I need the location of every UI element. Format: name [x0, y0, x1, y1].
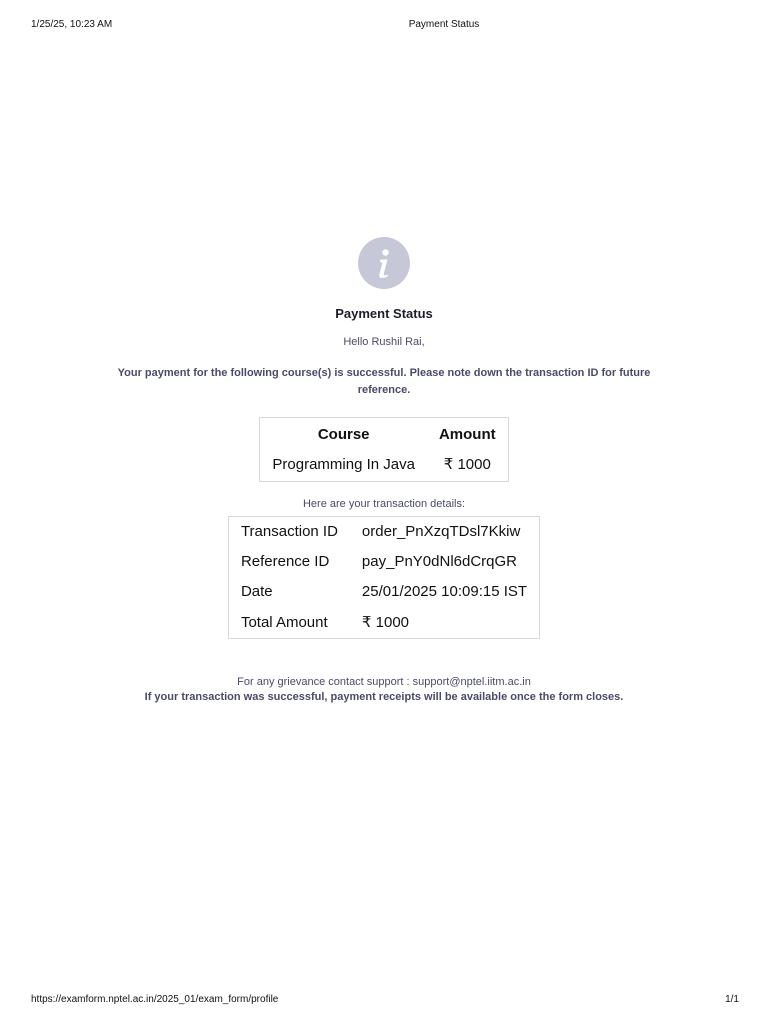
- print-page-number: 1/1: [725, 994, 739, 1005]
- print-footer: [0, 994, 768, 1008]
- course-column-header: Course: [317, 426, 370, 443]
- transaction-id-label: Transaction ID: [240, 523, 338, 540]
- success-message: Your payment for the following course(s) is successful. Please note down the transaction ID for future reference.: [117, 367, 651, 396]
- total-amount-label: Total Amount: [240, 613, 328, 631]
- print-header: [0, 19, 768, 33]
- info-icon: [358, 237, 410, 289]
- table-row: [229, 517, 539, 547]
- course-name-cell: Programming In Java: [272, 455, 415, 473]
- transaction-details-table: [228, 516, 540, 639]
- date-value: 25/01/2025 10:09:15 IST: [361, 583, 528, 600]
- greeting-text: Hello Rushil Rai,: [343, 336, 425, 348]
- course-amount-cell: ₹ 1000: [443, 456, 491, 473]
- receipt-availability-note: If your transaction was successful, payment receipts will be available once the form closes.: [144, 691, 624, 703]
- print-page-title: Payment Status: [408, 19, 480, 30]
- course-table-header-row: [260, 418, 507, 449]
- amount-column-header: Amount: [438, 426, 496, 443]
- grievance-contact-text: For any grievance contact support : support@nptel.iitm.ac.in: [237, 676, 531, 688]
- course-table: [259, 417, 508, 482]
- print-page-url: https://examform.nptel.ac.in/2025_01/exam_form/profile: [31, 994, 279, 1005]
- table-row: [229, 577, 539, 607]
- total-amount-value: ₹ 1000: [361, 614, 410, 631]
- reference-id-label: Reference ID: [240, 553, 330, 570]
- table-row: [229, 547, 539, 577]
- table-row: [260, 449, 507, 481]
- date-label: Date: [240, 583, 273, 600]
- payment-status-heading: Payment Status: [335, 306, 433, 321]
- print-datetime: 1/25/25, 10:23 AM: [31, 19, 113, 30]
- payment-status-panel: [0, 237, 768, 703]
- table-row: [229, 607, 539, 638]
- reference-id-value: pay_PnY0dNl6dCrqGR: [361, 553, 518, 570]
- transaction-id-value: order_PnXzqTDsl7Kkiw: [361, 523, 521, 540]
- transaction-details-intro: Here are your transaction details:: [302, 498, 466, 510]
